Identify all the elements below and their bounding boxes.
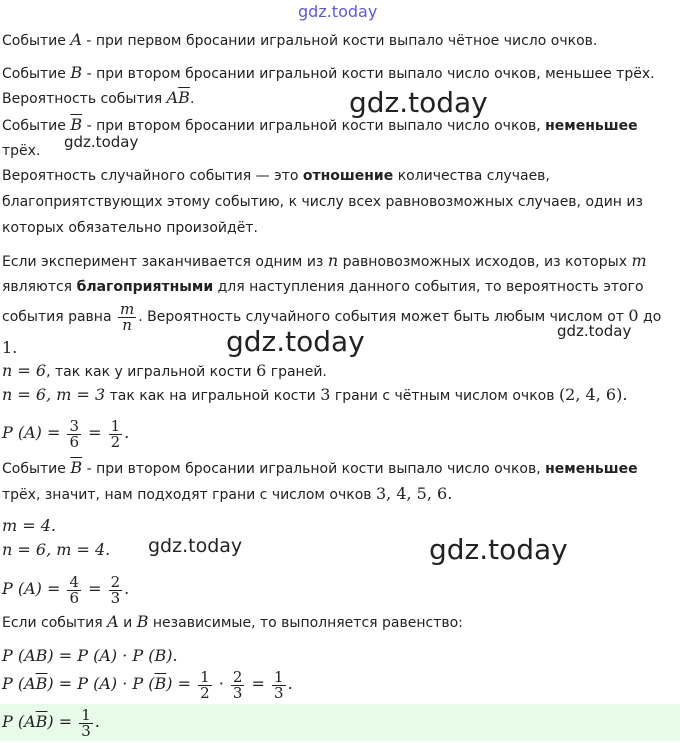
text-line: являются благоприятными для наступления данного события, то вероятность этого (2, 279, 644, 295)
text-line: Событие A - при первом бросании игральной кости выпало чётное число очков. (2, 30, 598, 49)
watermark: gdz.today (349, 86, 488, 119)
fraction: $\frac{1}{3}$ (274, 667, 284, 702)
fraction: $\frac{3}{6}$ (69, 416, 80, 451)
fraction: $\frac{4}{6}$ (69, 572, 80, 607)
text-line: трёх. (2, 143, 41, 159)
text-line: благоприятствующих этому событию, к числу всех равновозможных случаев, один из (2, 194, 643, 210)
formula-line: P $(A\overline{B}) = P$ (A) · P $(\overline{B})$ = $\frac{1}{2}$ · $\frac{2}{3}$ = $\frac{1}{3}$ . (2, 667, 293, 702)
text-line: которых обязательно произойдёт. (2, 220, 258, 236)
text-line: Событие $\overline{B}$ - при втором бросании игральной кости выпало число очков, неменьшее (2, 115, 638, 134)
fraction: $\frac{m}{n}$ (119, 299, 135, 334)
text-line: Вероятность события $A\overline{B}$. (2, 88, 195, 107)
formula-line: P (A) = $\frac{3}{6}$ = $\frac{1}{2}$ . (2, 416, 130, 451)
text-line: n = 6, m = 3 так как на игральной кости 3 грани с чётным числом очков (2, 4, 6). (2, 385, 628, 404)
text-line: события равна $\frac{m}{n}$ . Вероятность случайного события может быть любым числом от 0 до (2, 299, 662, 334)
text-line: трёх, значит, нам подходят грани с числом очков 3, 4, 5, 6. (2, 484, 453, 503)
formula-line: P (A) = $\frac{4}{6}$ = $\frac{2}{3}$ . (2, 572, 130, 607)
text-line: Если эксперимент заканчивается одним из n равновозможных исходов, из которых m (2, 251, 647, 270)
fraction: $\frac{1}{2}$ (110, 416, 121, 451)
text-line: 1. (2, 338, 18, 357)
watermark: gdz.today (557, 322, 632, 340)
text-line: Если события A и B независимые, то выполняется равенство: (2, 612, 463, 631)
watermark: gdz.today (148, 535, 243, 557)
fraction: $\frac{1}{3}$ (81, 705, 91, 740)
answer-line: P $(A\overline{B})$ = $\frac{1}{3}$ . (2, 705, 100, 740)
text-line: Событие $\overline{B}$ - при втором бросании игральной кости выпало число очков, неменьшее (2, 458, 638, 477)
text-line: Событие B - при втором бросании игральной кости выпало число очков, меньшее трёх. (2, 63, 655, 82)
formula-line: m = 4. (2, 516, 57, 535)
fraction: $\frac{2}{3}$ (110, 572, 121, 607)
text-line: n = 6, так как у игральной кости 6 граней. (2, 361, 327, 380)
answer-highlight (0, 704, 680, 741)
text-line: Вероятность случайного события — это отношение количества случаев, (2, 168, 550, 184)
fraction: $\frac{1}{2}$ (200, 667, 210, 702)
watermark: gdz.today (64, 133, 139, 151)
watermark: gdz.today (226, 325, 365, 358)
formula-line: P (AB) = P (A) · P (B). (2, 646, 178, 665)
watermark-top: gdz.today (298, 2, 378, 21)
formula-line: n = 6, m = 4. (2, 540, 111, 559)
fraction: $\frac{2}{3}$ (232, 667, 243, 702)
watermark: gdz.today (429, 533, 568, 566)
